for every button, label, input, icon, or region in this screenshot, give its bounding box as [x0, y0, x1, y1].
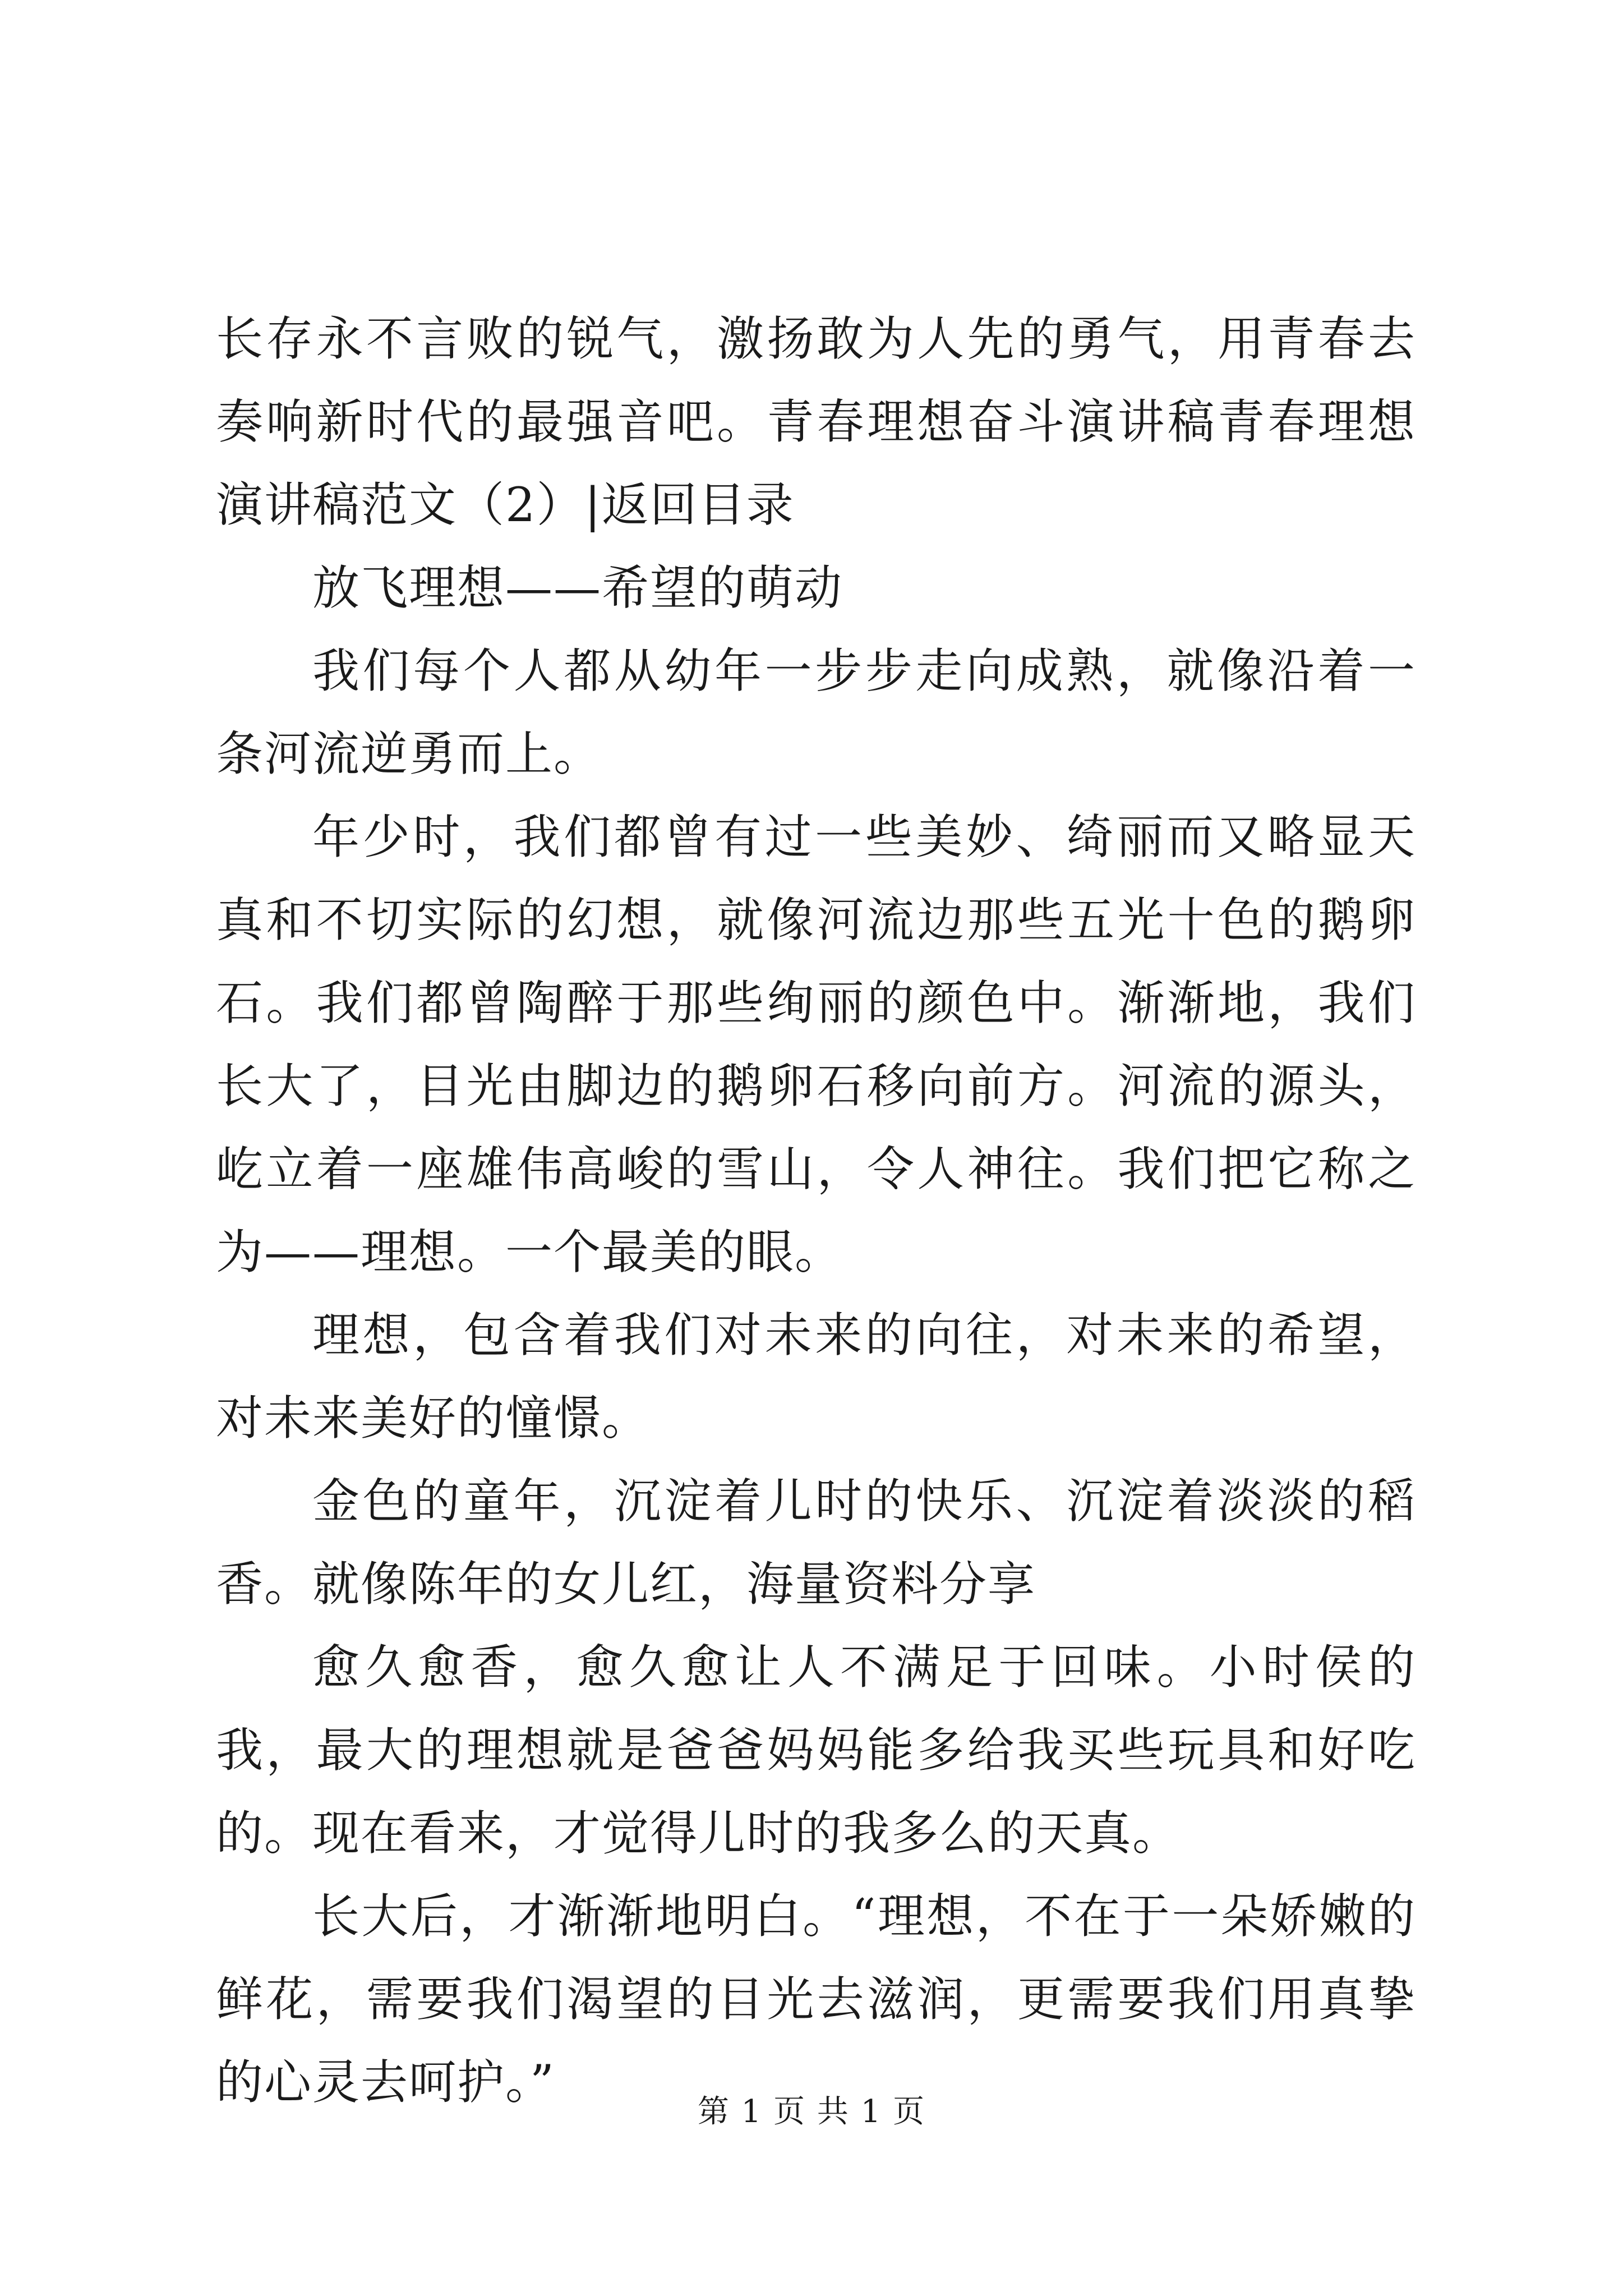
paragraph-3: 我们每个人都从幼年一步步走向成熟，就像沿着一条河流逆勇而上。: [216, 643, 1416, 781]
body-text: [216, 297, 1416, 2124]
paragraph-8: 长大后，才渐渐地明白。“理想，不在于一朵娇嫩的鲜花，需要我们渴望的目光去滋润，更需要我们用真挚的心灵去呵护。”: [216, 1889, 1416, 2110]
paragraph-4: 年少时，我们都曾有过一些美妙、绮丽而又略显天真和不切实际的幻想，就像河流边那些五光十色的鹅卵石。我们都曾陶醉于那些绚丽的颜色中。渐渐地，我们长大了，目光由脚边的鹅卵石移向前方。河流的源头，屹立着一座雄伟高峻的雪山，令人神往。我们把它称之为——理想。一个最美的眼。: [216, 809, 1416, 1280]
paragraph-1: 长存永不言败的锐气，激扬敢为人先的勇气，用青春去奏响新时代的最强音吧。青春理想奋斗演讲稿青春理想演讲稿范文（2）|返回目录: [216, 311, 1416, 532]
paragraph-6: 金色的童年，沉淀着儿时的快乐、沉淀着淡淡的稻香。就像陈年的女儿红，海量资料分享: [216, 1474, 1416, 1612]
paragraph-7: 愈久愈香，愈久愈让人不满足于回味。小时侯的我，最大的理想就是爸爸妈妈能多给我买些玩具和好吃的。现在看来，才觉得儿时的我多么的天真。: [216, 1640, 1416, 1861]
paragraph-2-subtitle: 放飞理想——希望的萌动: [312, 560, 843, 615]
paragraph-5: 理想，包含着我们对未来的向往，对未来的希望，对未来美好的憧憬。: [216, 1308, 1416, 1446]
page-footer: 第 1 页 共 1 页: [697, 2093, 926, 2130]
